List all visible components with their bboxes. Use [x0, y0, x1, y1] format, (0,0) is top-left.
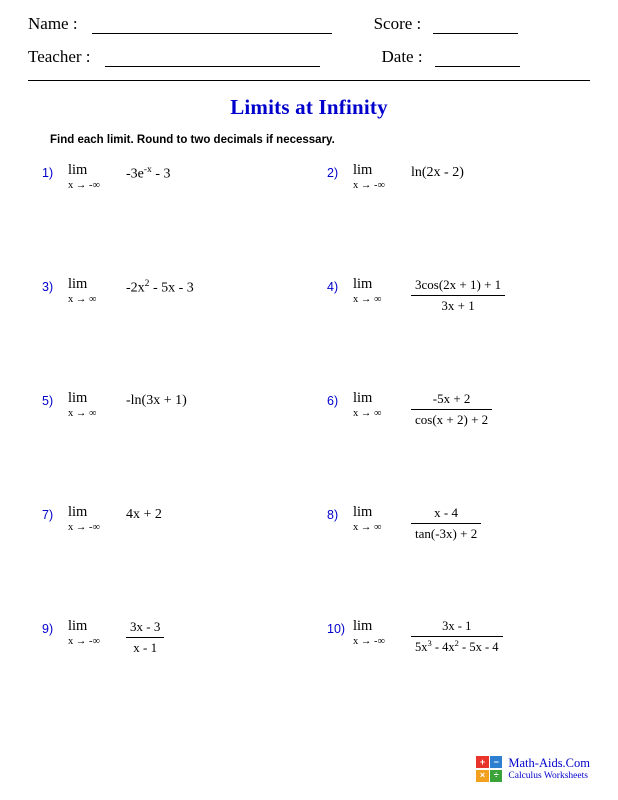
worksheet-header — [28, 0, 590, 81]
limit-operator — [353, 276, 411, 306]
page-title: Limits at Infinity — [230, 95, 388, 119]
score-label: Score : — [373, 14, 422, 33]
plus-icon: + — [476, 756, 488, 768]
lim-text: lim — [353, 390, 373, 406]
date-input-line[interactable] — [435, 51, 520, 67]
lim-subscript: x → ∞ — [68, 294, 97, 305]
fraction-denominator — [411, 636, 503, 656]
expression — [411, 618, 503, 656]
fraction — [411, 276, 505, 314]
expression — [411, 276, 505, 314]
problem-8 — [309, 504, 590, 618]
site-footer[interactable] — [476, 756, 590, 782]
problem-number: 8) — [327, 508, 339, 522]
problem-number: 1) — [42, 166, 54, 180]
limit-operator — [68, 618, 126, 648]
limit-operator — [353, 504, 411, 534]
fraction-denominator: tan(-3x) + 2 — [411, 523, 481, 543]
lim-subscript: x → ∞ — [68, 408, 97, 419]
den-term-b: - 4x — [431, 640, 455, 655]
problem-2 — [309, 162, 590, 276]
den-term-a: 5x — [415, 640, 428, 655]
fraction — [411, 618, 503, 656]
instructions-text: Find each limit. Round to two decimals if necessary. — [50, 134, 335, 146]
lim-subscript: x → ∞ — [353, 522, 382, 533]
expression — [126, 618, 164, 656]
den-exp-b: 2 — [454, 637, 459, 648]
problem-1 — [28, 162, 309, 276]
name-input-line[interactable] — [92, 18, 332, 34]
problem-number: 7) — [42, 508, 54, 522]
lim-text: lim — [68, 162, 88, 178]
problem-number: 4) — [327, 280, 339, 294]
name-label: Name : — [28, 14, 78, 33]
teacher-input-line[interactable] — [105, 51, 320, 67]
lim-subscript: x → -∞ — [353, 180, 385, 191]
lim-text: lim — [353, 276, 373, 292]
fraction-numerator: -5x + 2 — [432, 391, 471, 406]
problem-row — [28, 276, 590, 390]
expression: 4x + 2 — [126, 507, 162, 522]
lim-subscript: x → -∞ — [353, 636, 385, 647]
expr-rest: - 3 — [151, 166, 171, 182]
lim-subscript: x → -∞ — [68, 636, 100, 647]
lim-subscript: x → -∞ — [68, 522, 100, 533]
problem-9 — [28, 618, 309, 732]
date-label: Date : — [381, 47, 423, 66]
lim-text: lim — [68, 504, 88, 520]
expr-exponent: 2 — [144, 279, 150, 289]
problem-row — [28, 162, 590, 276]
problem-6 — [309, 390, 590, 504]
lim-text: lim — [68, 618, 88, 634]
math-aids-logo-icon — [476, 756, 502, 782]
expression — [411, 504, 481, 542]
expr-rest: - 5x - 3 — [149, 280, 194, 296]
fraction — [411, 504, 481, 542]
limit-operator — [68, 504, 126, 534]
divide-icon: ÷ — [490, 770, 502, 782]
expression — [411, 390, 492, 428]
problem-number: 10) — [327, 622, 346, 636]
fraction-denominator: x - 1 — [126, 637, 164, 657]
teacher-label: Teacher : — [28, 47, 91, 66]
header-divider — [28, 80, 590, 81]
limit-operator — [353, 390, 411, 420]
expr-exponent: -x — [143, 165, 152, 175]
site-name[interactable]: Math-Aids.Com — [508, 756, 590, 771]
lim-text: lim — [353, 162, 373, 178]
problem-row — [28, 390, 590, 504]
problem-row — [28, 618, 590, 732]
expression — [126, 162, 171, 183]
problems-grid — [28, 162, 590, 732]
expression: -ln(3x + 1) — [126, 393, 187, 408]
fraction — [411, 390, 492, 428]
den-exp-a: 3 — [427, 637, 432, 648]
footer-text — [508, 756, 590, 781]
fraction-denominator: 3x + 1 — [411, 295, 505, 315]
limit-operator — [68, 390, 126, 420]
problem-number: 5) — [42, 394, 54, 408]
problem-10 — [309, 618, 590, 732]
lim-subscript: x → -∞ — [68, 180, 100, 191]
fraction-numerator: x - 4 — [434, 505, 459, 520]
problem-5 — [28, 390, 309, 504]
worksheet-category: Calculus Worksheets — [508, 770, 588, 781]
lim-text: lim — [68, 276, 88, 292]
expression: ln(2x - 2) — [411, 165, 464, 180]
lim-subscript: x → ∞ — [353, 408, 382, 419]
expr-base: -2x — [126, 280, 145, 296]
problem-7 — [28, 504, 309, 618]
problem-number: 2) — [327, 166, 339, 180]
problem-number: 6) — [327, 394, 339, 408]
problem-4 — [309, 276, 590, 390]
limit-operator — [353, 162, 411, 192]
expr-base: -3e — [126, 166, 144, 182]
fraction-numerator: 3x - 1 — [442, 619, 472, 633]
minus-icon: − — [490, 756, 502, 768]
lim-text: lim — [68, 390, 88, 406]
fraction — [126, 618, 164, 656]
problem-row — [28, 504, 590, 618]
fraction-denominator: cos(x + 2) + 2 — [411, 409, 492, 429]
expression — [126, 276, 194, 297]
problem-3 — [28, 276, 309, 390]
limit-operator — [68, 162, 126, 192]
fraction-numerator: 3cos(2x + 1) + 1 — [415, 277, 502, 292]
lim-text: lim — [353, 504, 373, 520]
lim-subscript: x → ∞ — [353, 294, 382, 305]
den-term-c: - 5x - 4 — [458, 640, 499, 655]
score-input-line[interactable] — [433, 18, 518, 34]
lim-text: lim — [353, 618, 373, 634]
problem-number: 3) — [42, 280, 54, 294]
limit-operator — [353, 618, 411, 648]
header-row-teacher — [28, 47, 590, 67]
limit-operator — [68, 276, 126, 306]
problem-number: 9) — [42, 622, 54, 636]
header-row-name — [28, 14, 590, 34]
multiply-icon: × — [476, 770, 488, 782]
fraction-numerator: 3x - 3 — [130, 619, 161, 634]
